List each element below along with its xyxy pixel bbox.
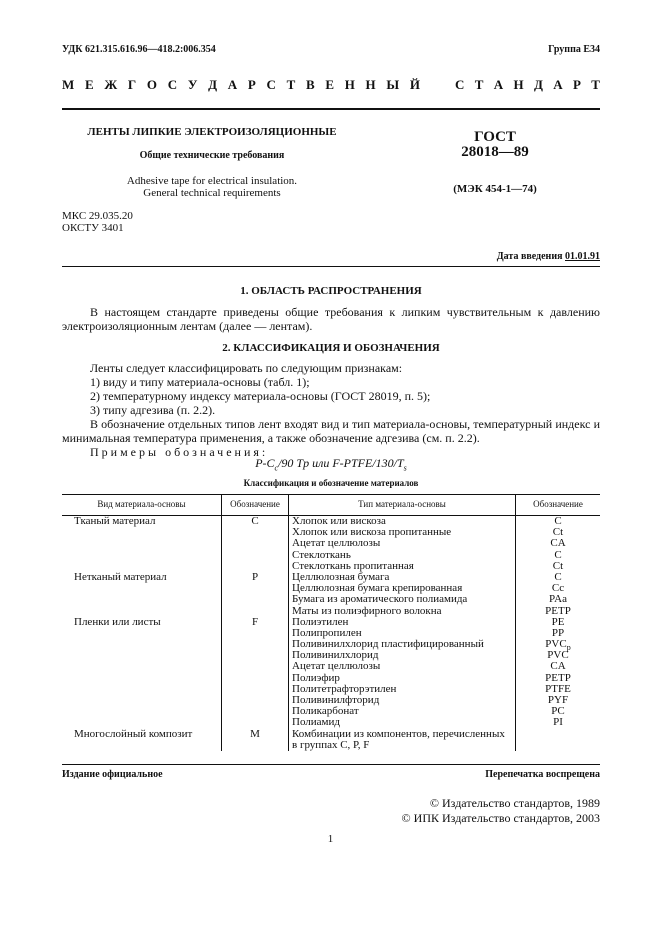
material-type-item: Маты из полиэфирного волокна: [292, 604, 442, 617]
gost-number-block: ГОСТ 28018—89: [461, 129, 529, 160]
section2-heading: 2. КЛАССИФИКАЦИЯ И ОБОЗНАЧЕНИЯ: [222, 342, 440, 354]
section1-heading: 1. ОБЛАСТЬ РАСПРОСТРАНЕНИЯ: [240, 285, 422, 297]
designation-example: $P-C_c/90$ Tp или $F-PTFE/130/T_s$: [255, 456, 407, 473]
banner-letter: О: [146, 77, 158, 92]
document-title: ЛЕНТЫ ЛИПКИЕ ЭЛЕКТРОИЗОЛЯЦИОННЫЕ: [87, 126, 337, 138]
banner-letter: Т: [591, 77, 600, 92]
table-row: [62, 729, 600, 751]
banner-letter: Р: [572, 77, 581, 92]
material-kind-cell: Пленки или листы: [74, 615, 161, 628]
material-type-code: Cc: [551, 582, 565, 595]
banner-letter: Т: [286, 77, 296, 92]
title-rule: [62, 266, 600, 267]
material-type-code: PP: [551, 626, 565, 639]
material-type-item: Ацетат целлюлозы: [292, 660, 381, 673]
english-title: Adhesive tape for electrical insulation. General technical requirements: [126, 175, 298, 199]
material-type-code: PC: [551, 705, 565, 718]
material-type-code: PE: [551, 615, 565, 628]
banner-letter: В: [305, 77, 315, 92]
material-type-code: C: [554, 515, 562, 527]
kind-code-cell: P: [222, 572, 289, 617]
material-type-cell: [289, 729, 516, 751]
material-type-cell: [289, 572, 516, 617]
document-subtitle: Общие технические требования: [139, 150, 285, 161]
type-code-cell: [516, 617, 601, 729]
material-type-code: PTFE: [545, 682, 571, 695]
table-row: [62, 516, 600, 572]
material-type-item: Целлюлозная бумага: [292, 570, 390, 583]
material-type-code: [519, 740, 597, 751]
page-number: 1: [327, 833, 334, 845]
material-type-code: PETP: [545, 604, 571, 617]
banner-letter: С: [167, 77, 178, 92]
banner-letter: Г: [127, 77, 137, 92]
material-type-code: CA: [550, 537, 566, 550]
material-type-item: Полипропилен: [292, 626, 362, 639]
material-type-code: PAa: [549, 593, 567, 606]
section2-body: Ленты следует классифицировать по следующим признакам: 1) виду и типу материала-основы (табл. 1); 2) температурному индексу материала-основы (ГОСТ 28019, п. 5); 3) типу адгезива (п. 2.2). В обозначение отдельных типов лент входят вид и тип материала-основы, температурный индекс и минимальная температура применения, а также обозначение адгезива (см. п. 2.2). Примеры обозначения:: [62, 361, 600, 459]
official-edition: Издание официальное: [62, 769, 163, 780]
material-type-item: Поликарбонат: [292, 705, 359, 718]
kind-code-cell: F: [222, 617, 289, 729]
material-type-item: в группах С, Р, F: [292, 738, 370, 751]
banner-letter: У: [187, 77, 198, 92]
material-type-item: Комбинации из компонентов, перечисленных: [292, 727, 505, 740]
material-type-code: C: [554, 570, 562, 583]
material-type-item: Полиэфир: [292, 671, 340, 684]
group-code: Группа Е34: [548, 44, 600, 55]
kind-code-cell: C: [222, 516, 289, 572]
kind-code-cell: M: [222, 729, 289, 751]
header-rule: [62, 108, 600, 110]
footer-rule: [62, 764, 600, 765]
banner-letter: Н: [344, 77, 355, 92]
material-type-code: $PVC_p$: [545, 638, 571, 653]
material-type-item: Поливинилхлорид: [292, 649, 379, 662]
banner-letter: Д: [208, 77, 218, 92]
banner-letter: Т: [474, 77, 484, 92]
material-type-item: Поливинилхлорид пластифицированный: [292, 638, 484, 651]
header-kind-code: Обозначение: [222, 495, 289, 516]
banner-letter: Н: [365, 77, 376, 92]
material-type-item: Политетрафторэтилен: [292, 682, 397, 695]
classification-codes: МКС 29.035.20 ОКСТУ 3401: [62, 210, 133, 234]
material-type-item: Ацетат целлюлозы: [292, 537, 381, 550]
table-caption: Классификация и обозначение материалов: [243, 478, 419, 488]
banner-letter: С: [455, 77, 465, 92]
banner-letter: Ж: [104, 77, 118, 92]
banner-letter: А: [553, 77, 563, 92]
banner-letter: А: [493, 77, 504, 92]
material-type-item: Хлопок или вискоза: [292, 515, 386, 527]
type-code-cell: [516, 572, 601, 617]
classification-table: [62, 494, 600, 751]
banner-letter: Е: [325, 77, 334, 92]
material-type-item: Полиамид: [292, 716, 341, 729]
material-kind-cell: Нетканый материал: [74, 570, 167, 583]
material-type-item: Полиэтилен: [292, 615, 349, 628]
table-header-row: [62, 495, 600, 516]
header-material-type: Тип материала-основы: [289, 495, 516, 516]
table-row: [62, 572, 600, 617]
banner-letter: С: [266, 77, 276, 92]
banner-letter: Д: [533, 77, 543, 92]
material-type-cell: [289, 516, 516, 572]
material-type-code: PI: [553, 716, 563, 729]
material-type-code: C: [554, 548, 562, 561]
material-type-item: Целлюлозная бумага крепированная: [292, 582, 463, 595]
material-type-item: Стеклоткань пропитанная: [292, 559, 414, 572]
material-type-code: PYF: [547, 694, 569, 706]
material-type-code: PVC: [547, 649, 569, 662]
copyright-block: © Издательство стандартов, 1989 © ИПК Издательство стандартов, 2003: [401, 796, 600, 825]
material-type-item: Поливинилфторид: [292, 694, 380, 706]
material-type-code: PETP: [545, 671, 571, 684]
material-kind-cell: Многослойный композит: [74, 727, 193, 740]
banner-letter: Й: [409, 77, 420, 92]
type-code-cell: [516, 516, 601, 572]
header-type-code: Обозначение: [516, 495, 601, 516]
material-type-item: Бумага из ароматического полиамида: [292, 593, 468, 606]
material-type-code: Ct: [552, 526, 564, 539]
material-kind-cell: Тканый материал: [74, 515, 156, 527]
introduction-date: Дата введения 01.01.91: [496, 251, 600, 262]
banner-letter: Р: [247, 77, 256, 92]
interstate-standard-banner: [62, 77, 600, 95]
material-type-item: Хлопок или вискоза пропитанные: [292, 526, 452, 539]
section1-text: В настоящем стандарте приведены общие требования к липким чувствительным к давлению электроизоляционным лентам (далее — лентам).: [62, 305, 600, 333]
udk-code: УДК 621.315.616.96—418.2:006.354: [62, 44, 216, 55]
material-type-code: CA: [550, 660, 566, 673]
banner-letter: Н: [513, 77, 524, 92]
material-type-code: Ct: [552, 559, 564, 572]
material-type-item: Стеклоткань: [292, 548, 351, 561]
iec-reference: (МЭК 454-1—74): [453, 183, 537, 195]
banner-letter: М: [62, 77, 75, 92]
reprint-notice: Перепечатка воспрещена: [485, 769, 600, 780]
table-row: [62, 617, 600, 729]
material-type-code: [519, 729, 597, 740]
banner-letter: Ы: [386, 77, 400, 92]
banner-letter: А: [227, 77, 238, 92]
banner-letter: Е: [84, 77, 94, 92]
type-code-cell: [516, 729, 601, 751]
header-material-kind: Вид материала-основы: [62, 495, 222, 516]
material-type-cell: [289, 617, 516, 729]
